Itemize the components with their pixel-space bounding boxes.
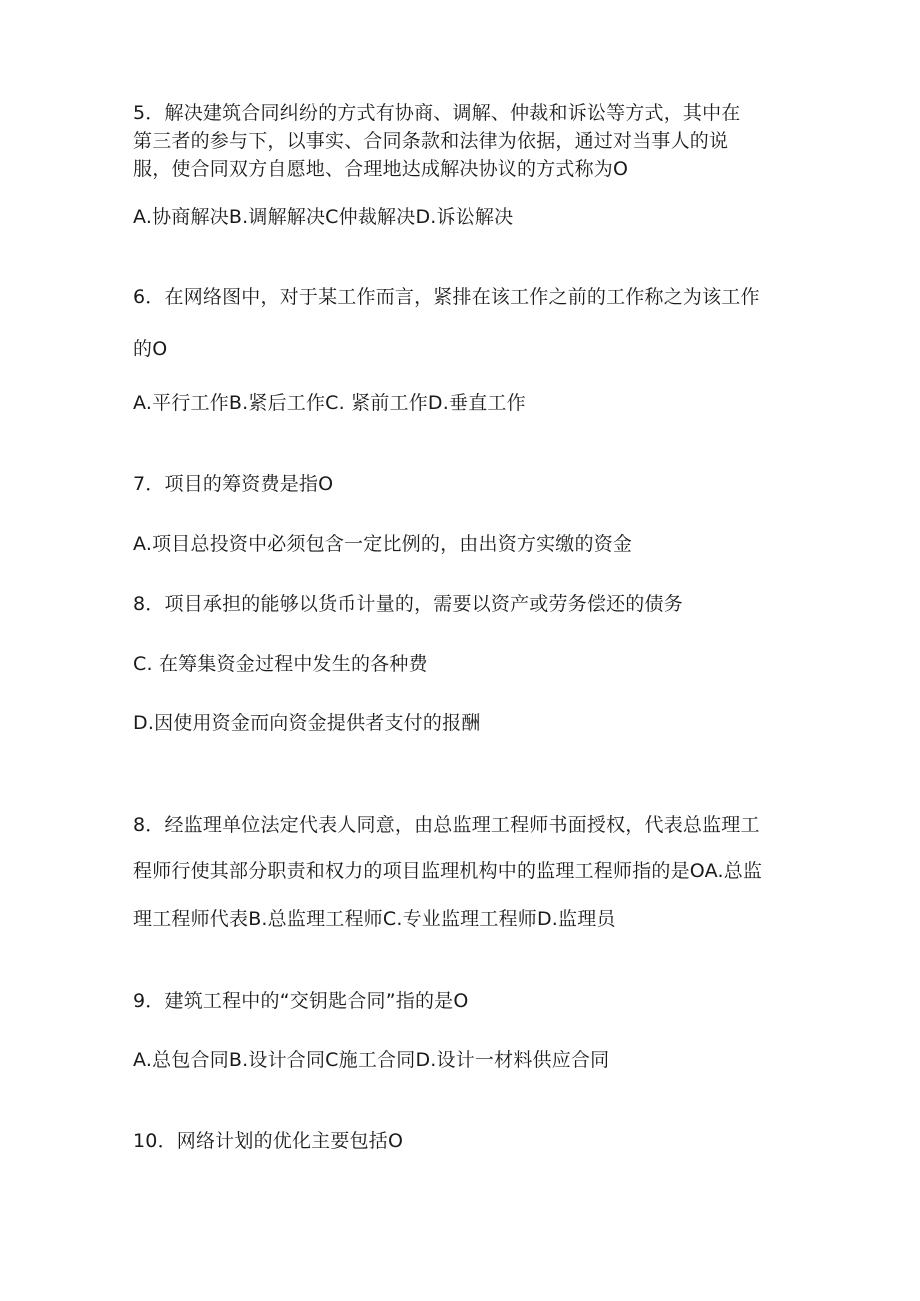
question-9-options: A.总包合同B.设计合同C施工合同D.设计一材料供应合同 xyxy=(133,1049,610,1071)
question-6-line-2: 的O xyxy=(133,338,168,360)
question-8-line-1: 8．经监理单位法定代表人同意，由总监理工程师书面授权，代表总监理工 xyxy=(133,814,760,836)
question-8a-line: 8．项目承担的能够以货币计量的，需要以资产或劳务偿还的债务 xyxy=(133,593,683,615)
question-6-line-1: 6．在网络图中，对于某工作而言，紧排在该工作之前的工作称之为该工作 xyxy=(133,286,760,308)
question-7-option-d: D.因使用资金而向资金提供者支付的报酬 xyxy=(133,712,481,734)
question-8-line-2: 程师行使其部分职责和权力的项目监理机构中的监理工程师指的是OA.总监 xyxy=(133,860,763,882)
question-5-line-3: 服，使合同双方自愿地、合理地达成解决协议的方式称为O xyxy=(133,158,629,180)
question-9-line: 9．建筑工程中的“交钥匙合同”指的是O xyxy=(133,990,469,1012)
question-7-line: 7．项目的筹资费是指O xyxy=(133,473,334,495)
question-7-option-c: C. 在筹集资金过程中发生的各种费 xyxy=(133,653,428,675)
question-7-option-a: A.项目总投资中必须包含一定比例的，由出资方实缴的资金 xyxy=(133,533,633,555)
question-5-line-1: 5．解决建筑合同纠纷的方式有协商、调解、仲裁和诉讼等方式，其中在 xyxy=(133,102,741,124)
question-10-line: 10．网络计划的优化主要包括O xyxy=(133,1130,404,1152)
question-8-line-3: 理工程师代表B.总监理工程师C.专业监理工程师D.监理员 xyxy=(133,908,616,930)
question-5-line-2: 第三者的参与下，以事实、合同条款和法律为依据，通过对当事人的说 xyxy=(133,130,729,152)
question-5-options: A.协商解决B.调解解决C仲裁解决D.诉讼解决 xyxy=(133,206,514,228)
question-6-options: A.平行工作B.紧后工作C. 紧前工作D.垂直工作 xyxy=(133,392,526,414)
